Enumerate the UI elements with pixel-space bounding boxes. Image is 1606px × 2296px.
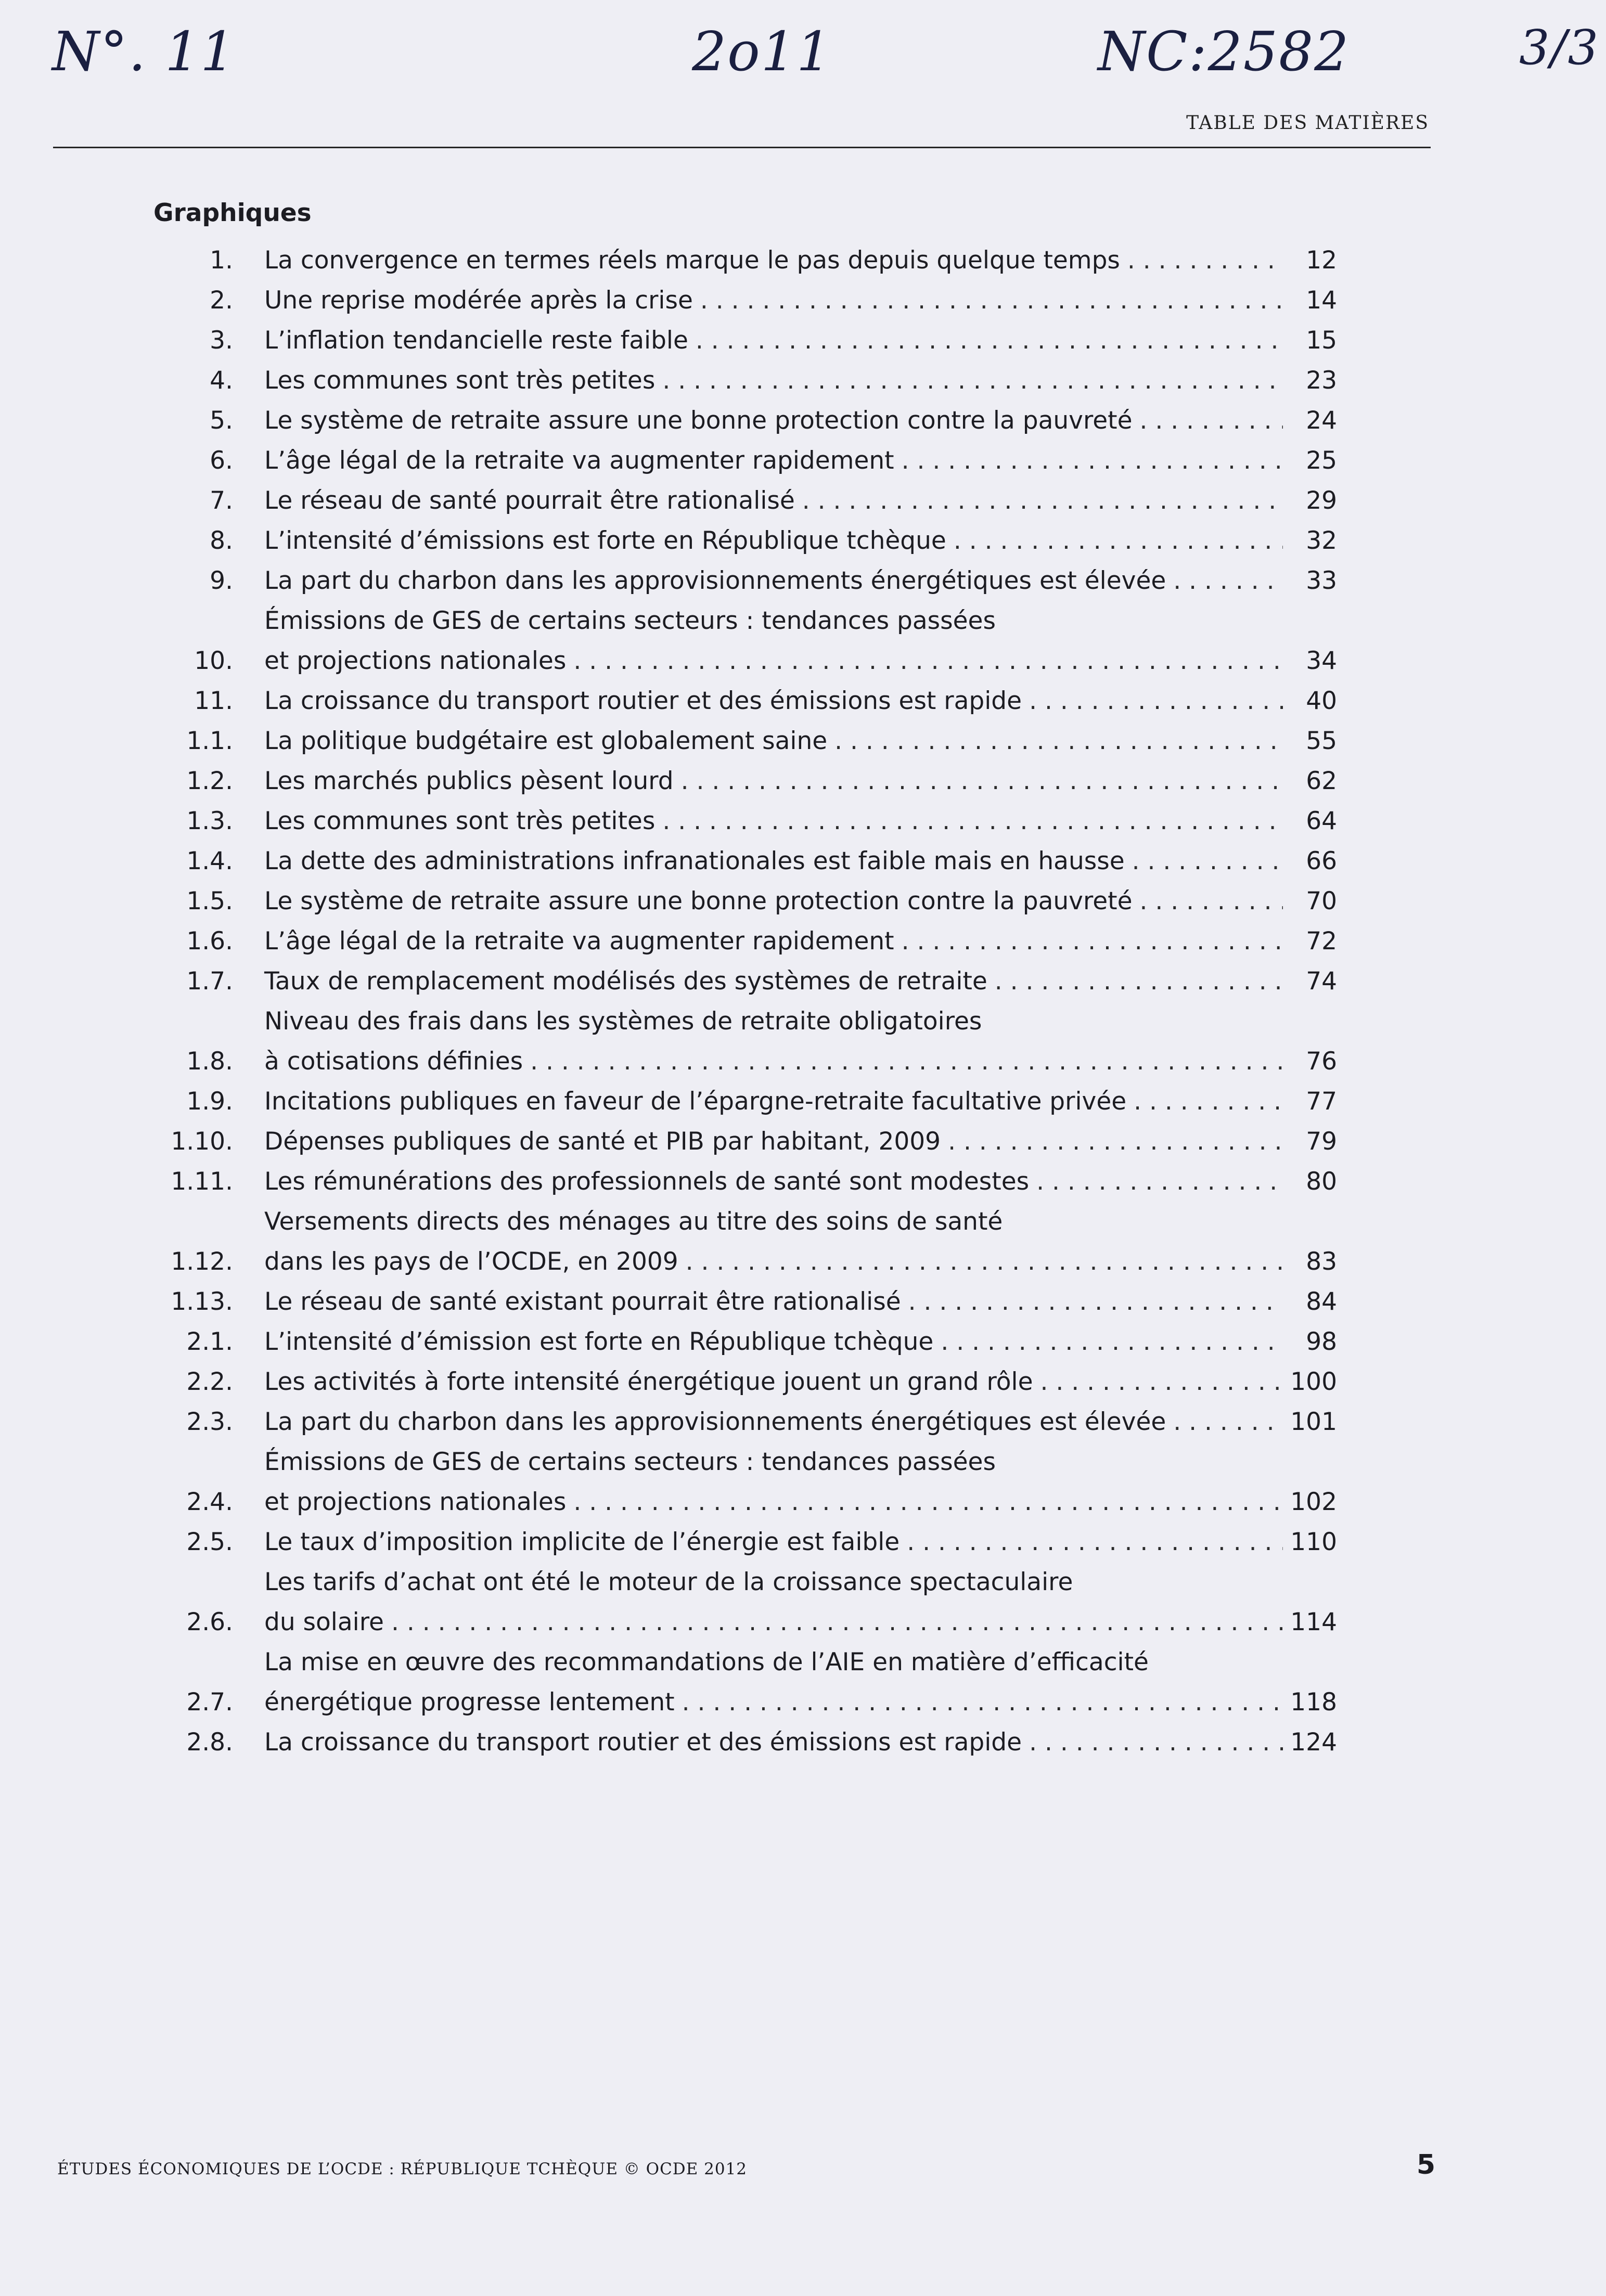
toc-entry-title	[264, 1001, 1290, 1081]
toc-entry-number: 2.3.	[186, 1408, 233, 1436]
toc-entry-number: 7.	[210, 486, 233, 515]
dot-leader	[1029, 681, 1283, 721]
toc-entry-page: 25	[1306, 446, 1337, 475]
dot-leader	[696, 320, 1283, 360]
toc-entry-title-line: L’âge légal de la retraite va augmenter rapidement	[264, 446, 894, 475]
toc-entry-title	[264, 801, 1290, 841]
header-divider	[53, 147, 1431, 148]
dot-leader	[1036, 1162, 1283, 1202]
toc-entry-title	[264, 1722, 1290, 1762]
toc-entry-number: 1.7.	[186, 967, 233, 996]
toc-entry-number: 2.	[210, 286, 233, 315]
toc-entry-number: 1.12.	[171, 1247, 233, 1276]
handwritten-reference: NC:2582	[1098, 20, 1350, 83]
dot-leader	[1134, 1081, 1283, 1121]
toc-entry-title-line: L’intensité d’émissions est forte en République tchèque	[264, 526, 946, 555]
toc-entry-title-line: à cotisations définies	[264, 1047, 523, 1076]
toc-entry[interactable]	[156, 320, 1337, 360]
dot-leader	[1040, 1362, 1283, 1402]
dot-leader	[530, 1041, 1283, 1081]
toc-entry[interactable]	[156, 1722, 1337, 1762]
toc-entry-title	[264, 841, 1290, 881]
dot-leader	[573, 641, 1283, 681]
dot-leader	[941, 1322, 1283, 1362]
toc-entry-page: 80	[1306, 1167, 1337, 1196]
dot-leader	[1132, 841, 1283, 881]
toc-entry-page: 77	[1306, 1087, 1337, 1116]
toc-entry-title-line: Dépenses publiques de santé et PIB par habitant, 2009	[264, 1127, 941, 1156]
toc-entry-title-line: et projections nationales	[264, 647, 567, 675]
toc-entry-title	[264, 561, 1290, 601]
toc-entry[interactable]	[156, 1081, 1337, 1121]
toc-entry-page: 66	[1306, 847, 1337, 875]
toc-entry-title	[264, 280, 1290, 320]
table-of-contents	[156, 240, 1337, 1762]
toc-entry-title-line: dans les pays de l’OCDE, en 2009	[264, 1247, 678, 1276]
toc-entry-number: 1.1.	[186, 727, 233, 755]
toc-entry-title-line: et projections nationales	[264, 1488, 567, 1516]
toc-entry[interactable]	[156, 481, 1337, 521]
toc-entry-title-line: Le réseau de santé existant pourrait être rationalisé	[264, 1287, 901, 1316]
toc-entry[interactable]	[156, 801, 1337, 841]
dot-leader	[907, 1522, 1283, 1562]
handwritten-code: 2o11	[692, 20, 832, 83]
toc-entry[interactable]	[156, 1121, 1337, 1162]
toc-entry-title-line: Les activités à forte intensité énergétique jouent un grand rôle	[264, 1368, 1033, 1396]
section-title: Graphiques	[153, 199, 312, 227]
toc-entry-title	[264, 1642, 1290, 1722]
toc-entry-title-line: La croissance du transport routier et des émissions est rapide	[264, 687, 1022, 715]
toc-entry-title	[264, 240, 1290, 280]
toc-entry-title	[264, 320, 1290, 360]
dot-leader	[948, 1121, 1283, 1162]
toc-entry[interactable]	[156, 561, 1337, 601]
toc-entry-title	[264, 481, 1290, 521]
toc-entry-page: 84	[1306, 1287, 1337, 1316]
toc-entry-title	[264, 1442, 1290, 1522]
handwritten-number: N°. 11	[52, 20, 236, 83]
toc-entry[interactable]	[156, 1162, 1337, 1202]
toc-entry[interactable]	[156, 721, 1337, 761]
toc-entry[interactable]	[156, 1322, 1337, 1362]
toc-entry-page: 114	[1290, 1608, 1337, 1636]
toc-entry-page: 100	[1290, 1368, 1337, 1396]
toc-entry-page: 83	[1306, 1247, 1337, 1276]
toc-entry[interactable]	[156, 881, 1337, 921]
toc-entry-title-line: La part du charbon dans les approvisionnements énergétiques est élevée	[264, 1408, 1166, 1436]
dot-leader	[1127, 240, 1283, 280]
toc-entry-title-line: Le système de retraite assure une bonne protection contre la pauvreté	[264, 406, 1133, 435]
toc-entry-title-line: Incitations publiques en faveur de l’épargne-retraite facultative privée	[264, 1087, 1127, 1116]
toc-entry-title	[264, 441, 1290, 481]
toc-entry-page: 102	[1290, 1488, 1337, 1516]
toc-entry-title-line: La convergence en termes réels marque le pas depuis quelque temps	[264, 246, 1120, 275]
toc-entry-title	[264, 401, 1290, 441]
toc-entry-title	[264, 1202, 1290, 1282]
toc-entry[interactable]	[156, 961, 1337, 1001]
toc-entry-title-line: Une reprise modérée après la crise	[264, 286, 693, 315]
toc-entry-title-line: Les rémunérations des professionnels de santé sont modestes	[264, 1167, 1030, 1196]
toc-entry[interactable]	[156, 441, 1337, 481]
toc-entry-number: 3.	[210, 326, 233, 355]
toc-entry-number: 5.	[210, 406, 233, 435]
toc-entry-title	[264, 761, 1290, 801]
toc-entry-title-line: Le taux d’imposition implicite de l’énergie est faible	[264, 1528, 900, 1556]
toc-entry-page: 34	[1306, 647, 1337, 675]
handwritten-fraction: 3/3	[1519, 20, 1600, 75]
toc-entry-title	[264, 961, 1290, 1001]
toc-entry-title-line: du solaire	[264, 1608, 384, 1636]
footer-page-number: 5	[1416, 2149, 1435, 2181]
toc-entry[interactable]	[156, 681, 1337, 721]
toc-entry-title	[264, 1162, 1290, 1202]
toc-entry-number: 1.3.	[186, 807, 233, 835]
toc-entry-title-line: Les marchés publics pèsent lourd	[264, 767, 674, 795]
dot-leader	[686, 1242, 1283, 1282]
toc-entry-title	[264, 1081, 1290, 1121]
running-header: TABLE DES MATIÈRES	[1186, 112, 1429, 134]
toc-entry-title	[264, 681, 1290, 721]
toc-entry-page: 64	[1306, 807, 1337, 835]
toc-entry-title	[264, 881, 1290, 921]
toc-entry-title-line: La croissance du transport routier et des émissions est rapide	[264, 1728, 1022, 1757]
footer-publication: ÉTUDES ÉCONOMIQUES DE L’OCDE : RÉPUBLIQUE TCHÈQUE © OCDE 2012	[57, 2160, 748, 2178]
toc-entry[interactable]	[156, 1362, 1337, 1402]
dot-leader	[662, 360, 1283, 401]
toc-entry-title-line: Le système de retraite assure une bonne protection contre la pauvreté	[264, 887, 1133, 915]
dot-leader	[1173, 561, 1283, 601]
toc-entry-page: 70	[1306, 887, 1337, 915]
toc-entry-number: 1.6.	[186, 927, 233, 956]
toc-entry-number: 1.11.	[171, 1167, 233, 1196]
toc-entry-number: 2.5.	[186, 1528, 233, 1556]
toc-entry-number: 11.	[194, 687, 233, 715]
dot-leader	[1140, 401, 1283, 441]
dot-leader	[902, 441, 1283, 481]
toc-entry[interactable]	[156, 1562, 1337, 1642]
toc-entry-title-line: Les communes sont très petites	[264, 366, 656, 395]
toc-entry-page: 23	[1306, 366, 1337, 395]
toc-entry-title-line: L’intensité d’émission est forte en République tchèque	[264, 1327, 934, 1356]
dot-leader	[1140, 881, 1283, 921]
toc-entry-title-line: énergétique progresse lentement	[264, 1688, 675, 1717]
toc-entry-title-line: L’inflation tendancielle reste faible	[264, 326, 688, 355]
toc-entry-title-line: Taux de remplacement modélisés des systèmes de retraite	[264, 967, 987, 996]
toc-entry-number: 1.13.	[171, 1287, 233, 1316]
toc-entry-title	[264, 721, 1290, 761]
toc-entry-page: 76	[1306, 1047, 1337, 1076]
toc-entry-page: 12	[1306, 246, 1337, 275]
toc-entry-page: 74	[1306, 967, 1337, 996]
toc-entry[interactable]	[156, 1402, 1337, 1442]
dot-leader	[802, 481, 1283, 521]
toc-entry[interactable]	[156, 841, 1337, 881]
toc-entry-number: 9.	[210, 566, 233, 595]
toc-entry-title-line: Le réseau de santé pourrait être rationalisé	[264, 486, 795, 515]
toc-entry-title-line: La dette des administrations infranationales est faible mais en hausse	[264, 847, 1125, 875]
dot-leader	[834, 721, 1283, 761]
toc-entry-number: 4.	[210, 366, 233, 395]
toc-entry-number: 2.8.	[186, 1728, 233, 1757]
toc-entry-title	[264, 921, 1290, 961]
dot-leader	[902, 921, 1283, 961]
toc-entry-number: 6.	[210, 446, 233, 475]
toc-entry-number: 1.5.	[186, 887, 233, 915]
toc-entry-title	[264, 601, 1290, 681]
toc-entry-page: 55	[1306, 727, 1337, 755]
toc-entry-title	[264, 1522, 1290, 1562]
toc-entry[interactable]	[156, 761, 1337, 801]
toc-entry-page: 110	[1290, 1528, 1337, 1556]
dot-leader	[995, 961, 1283, 1001]
dot-leader	[662, 801, 1283, 841]
dot-leader	[700, 280, 1283, 320]
toc-entry[interactable]	[156, 1001, 1337, 1081]
toc-entry-number: 1.10.	[171, 1127, 233, 1156]
toc-entry-title	[264, 1362, 1290, 1402]
toc-entry-number: 1.2.	[186, 767, 233, 795]
toc-entry[interactable]	[156, 521, 1337, 561]
toc-entry-number: 10.	[194, 647, 233, 675]
toc-entry-title-line: L’âge légal de la retraite va augmenter rapidement	[264, 927, 894, 956]
toc-entry-number: 1.9.	[186, 1087, 233, 1116]
toc-entry-number: 2.1.	[186, 1327, 233, 1356]
toc-entry[interactable]	[156, 240, 1337, 280]
dot-leader	[1029, 1722, 1283, 1762]
toc-entry-number: 1.	[210, 246, 233, 275]
toc-entry-title-line: Niveau des frais dans les systèmes de retraite obligatoires	[264, 1007, 982, 1036]
toc-entry-title-line: La politique budgétaire est globalement saine	[264, 727, 828, 755]
toc-entry-page: 40	[1306, 687, 1337, 715]
toc-entry[interactable]	[156, 1442, 1337, 1522]
toc-entry-number: 2.2.	[186, 1368, 233, 1396]
dot-leader	[391, 1602, 1283, 1642]
toc-entry-title-line: Émissions de GES de certains secteurs : tendances passées	[264, 1448, 996, 1476]
toc-entry-title-line: Versements directs des ménages au titre des soins de santé	[264, 1207, 1003, 1236]
toc-entry-page: 118	[1290, 1688, 1337, 1717]
toc-entry-page: 101	[1290, 1408, 1337, 1436]
dot-leader	[682, 1682, 1283, 1722]
toc-entry-title-line: La mise en œuvre des recommandations de l’AIE en matière d’efficacité	[264, 1648, 1149, 1676]
dot-leader	[573, 1482, 1283, 1522]
toc-entry-title	[264, 1121, 1290, 1162]
toc-entry-page: 62	[1306, 767, 1337, 795]
toc-entry-number: 2.7.	[186, 1688, 233, 1717]
toc-entry-title-line: Les communes sont très petites	[264, 807, 656, 835]
toc-entry-page: 29	[1306, 486, 1337, 515]
toc-entry-page: 32	[1306, 526, 1337, 555]
toc-entry[interactable]	[156, 360, 1337, 401]
toc-entry-page: 124	[1290, 1728, 1337, 1757]
toc-entry-title	[264, 1402, 1290, 1442]
dot-leader	[908, 1282, 1283, 1322]
toc-entry-title	[264, 1282, 1290, 1322]
toc-entry-page: 79	[1306, 1127, 1337, 1156]
toc-entry-page: 72	[1306, 927, 1337, 956]
toc-entry-number: 8.	[210, 526, 233, 555]
toc-entry-number: 2.6.	[186, 1608, 233, 1636]
toc-entry-title-line: La part du charbon dans les approvisionnements énergétiques est élevée	[264, 566, 1166, 595]
toc-entry[interactable]	[156, 1642, 1337, 1722]
dot-leader	[681, 761, 1283, 801]
toc-entry[interactable]	[156, 921, 1337, 961]
toc-entry-title-line: Les tarifs d’achat ont été le moteur de la croissance spectaculaire	[264, 1568, 1073, 1596]
toc-entry-page: 33	[1306, 566, 1337, 595]
toc-entry[interactable]	[156, 280, 1337, 320]
toc-entry[interactable]	[156, 401, 1337, 441]
toc-entry-number: 1.8.	[186, 1047, 233, 1076]
toc-entry-number: 1.4.	[186, 847, 233, 875]
toc-entry[interactable]	[156, 601, 1337, 681]
dot-leader	[1173, 1402, 1283, 1442]
toc-entry-title	[264, 360, 1290, 401]
dot-leader	[954, 521, 1283, 561]
toc-entry-page: 24	[1306, 406, 1337, 435]
toc-entry-page: 98	[1306, 1327, 1337, 1356]
toc-entry-page: 15	[1306, 326, 1337, 355]
toc-entry-title	[264, 1562, 1290, 1642]
toc-entry-title-line: Émissions de GES de certains secteurs : tendances passées	[264, 607, 996, 635]
toc-entry-title	[264, 1322, 1290, 1362]
toc-entry-page: 14	[1306, 286, 1337, 315]
toc-entry-title	[264, 521, 1290, 561]
toc-entry[interactable]	[156, 1202, 1337, 1282]
toc-entry[interactable]	[156, 1522, 1337, 1562]
toc-entry-number: 2.4.	[186, 1488, 233, 1516]
toc-entry[interactable]	[156, 1282, 1337, 1322]
